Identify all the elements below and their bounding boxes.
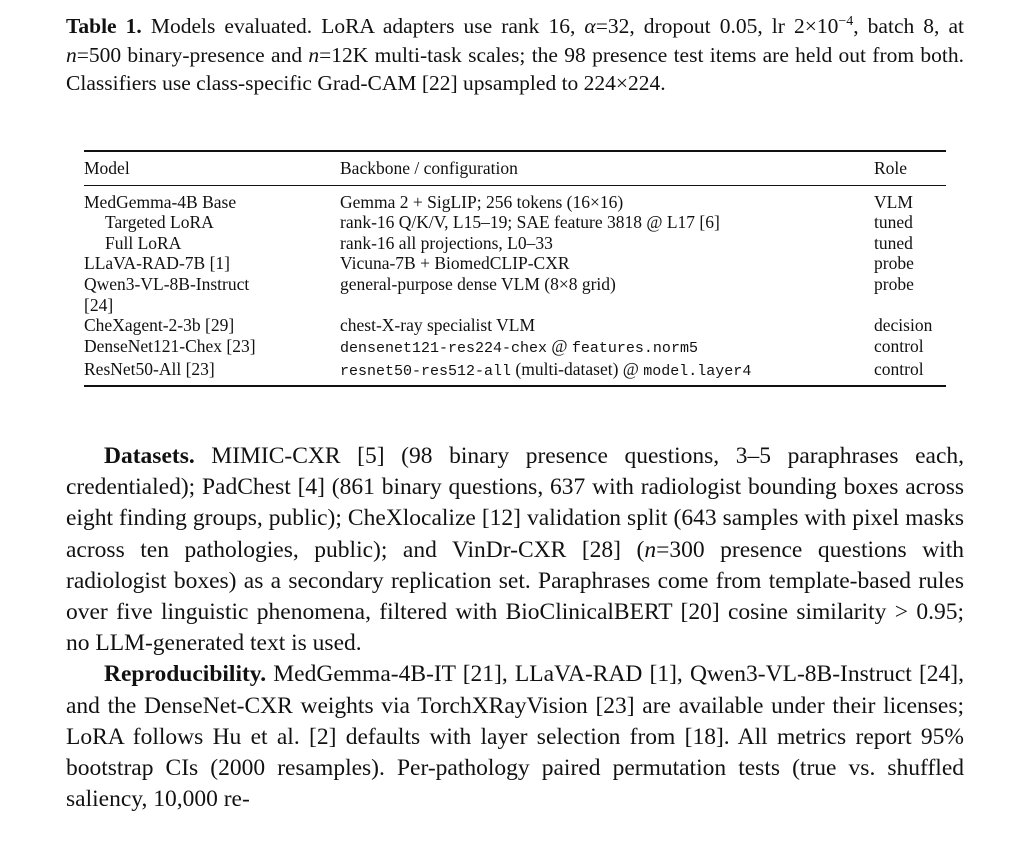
datasets-text-2: =300 presence questions with radiologist boxes) as a secondary replication set. Paraphrases come from template-based rules over five linguistic phenomena, filtered with BioClinicalBERT [20] cosine similarity > 0.95; no LLM-generated text is used.	[66, 536, 964, 657]
caption-n2: n	[308, 42, 320, 67]
cell-config: chest-X-ray specialist VLM	[340, 315, 536, 336]
models-table	[84, 150, 946, 387]
reproducibility-paragraph	[66, 659, 964, 815]
table-caption	[66, 8, 964, 98]
cell-model: CheXagent-2-3b [29]	[84, 315, 235, 336]
cell-role: decision	[874, 315, 933, 336]
table-row	[84, 233, 946, 254]
datasets-paragraph	[66, 441, 964, 659]
datasets-text-1: MIMIC-CXR [5] (98 binary presence questions, 3–5 paraphrases each, credentialed); PadChest [4] (861 binary questions, 637 with radiologist bounding boxes across eight finding groups, public); CheXlocalize [12] validation split (643 samples with pixel masks across ten pathologies, public); and VinDr-CXR [28] (	[66, 443, 964, 563]
header-model: Model	[84, 151, 340, 185]
table-row	[84, 253, 946, 274]
table-row	[84, 274, 946, 315]
caption-text-2: =32, dropout 0.05, lr 2×10	[595, 14, 839, 39]
caption-text-1: Models evaluated. LoRA adapters use rank 16,	[141, 14, 585, 39]
table-row	[84, 315, 946, 336]
table-row	[84, 212, 946, 233]
cell-config: rank-16 Q/K/V, L15–19; SAE feature 3818 @ L17 [6]	[340, 212, 720, 233]
caption-alpha: α	[584, 14, 596, 39]
caption-text-3: , batch 8, at	[853, 14, 964, 39]
table-row	[84, 185, 946, 212]
reproducibility-heading: Reproducibility.	[104, 661, 267, 688]
cell-model: MedGemma-4B Base	[84, 191, 237, 212]
cell-role: tuned	[874, 232, 913, 253]
models-table-container	[84, 150, 946, 387]
body-text	[66, 441, 964, 815]
cell-model: Qwen3-VL-8B-Instruct [24]	[84, 273, 250, 315]
config-code: resnet50-res512-all	[340, 363, 512, 381]
cell-config: Vicuna-7B + BiomedCLIP-CXR	[340, 253, 570, 274]
config-code: features.norm5	[571, 339, 698, 357]
config-code: model.layer4	[643, 363, 752, 381]
cell-role: tuned	[874, 212, 913, 233]
config-text: (multi-dataset) @	[511, 359, 644, 380]
reproducibility-text: MedGemma-4B-IT [21], LLaVA-RAD [1], Qwen3-VL-8B-Instruct [24], and the DenseNet-CXR weights via TorchXRayVision [23] are available under their licenses; LoRA follows Hu et al. [2] defaults with layer selection from [18]. All metrics report 95% bootstrap CIs (2000 resamples). Per-pathology paired permutation tests (true vs. shuffled saliency, 10,000 re-	[66, 661, 964, 813]
cell-model: Targeted LoRA	[105, 212, 214, 233]
header-role: Role	[874, 151, 946, 185]
config-text: @	[547, 335, 572, 356]
config-code: densenet121-res224-chex	[340, 339, 548, 357]
cell-role: VLM	[874, 191, 913, 212]
cell-model: Full LoRA	[105, 232, 182, 253]
header-config: Backbone / configuration	[340, 151, 874, 185]
caption-label: Table 1.	[66, 14, 142, 39]
cell-role: probe	[874, 253, 914, 274]
cell-config	[340, 359, 874, 386]
cell-model: ResNet50-All [23]	[84, 359, 215, 380]
cell-model: DenseNet121-Chex [23]	[84, 335, 256, 356]
cell-role: control	[874, 335, 924, 356]
table-row	[84, 359, 946, 386]
cell-role: control	[874, 359, 924, 380]
caption-exponent: −4	[838, 14, 854, 29]
table-row	[84, 336, 946, 360]
datasets-n: n	[644, 536, 657, 563]
datasets-heading: Datasets.	[104, 443, 195, 469]
caption-n1: n	[66, 42, 77, 67]
cell-config: rank-16 all projections, L0–33	[340, 232, 553, 253]
caption-text-5: =12K multi-task scales; the 98 presence test items are held out from both. Classifiers use class-specific Grad-CAM [22] upsampled to 224×224.	[66, 42, 964, 96]
cell-config: Gemma 2 + SigLIP; 256 tokens (16×16)	[340, 191, 624, 212]
cell-role: probe	[874, 273, 914, 294]
caption-text-4: =500 binary-presence and	[76, 42, 309, 67]
cell-model: LLaVA-RAD-7B [1]	[84, 253, 230, 274]
cell-config	[340, 336, 874, 360]
cell-config: general-purpose dense VLM (8×8 grid)	[340, 273, 616, 294]
